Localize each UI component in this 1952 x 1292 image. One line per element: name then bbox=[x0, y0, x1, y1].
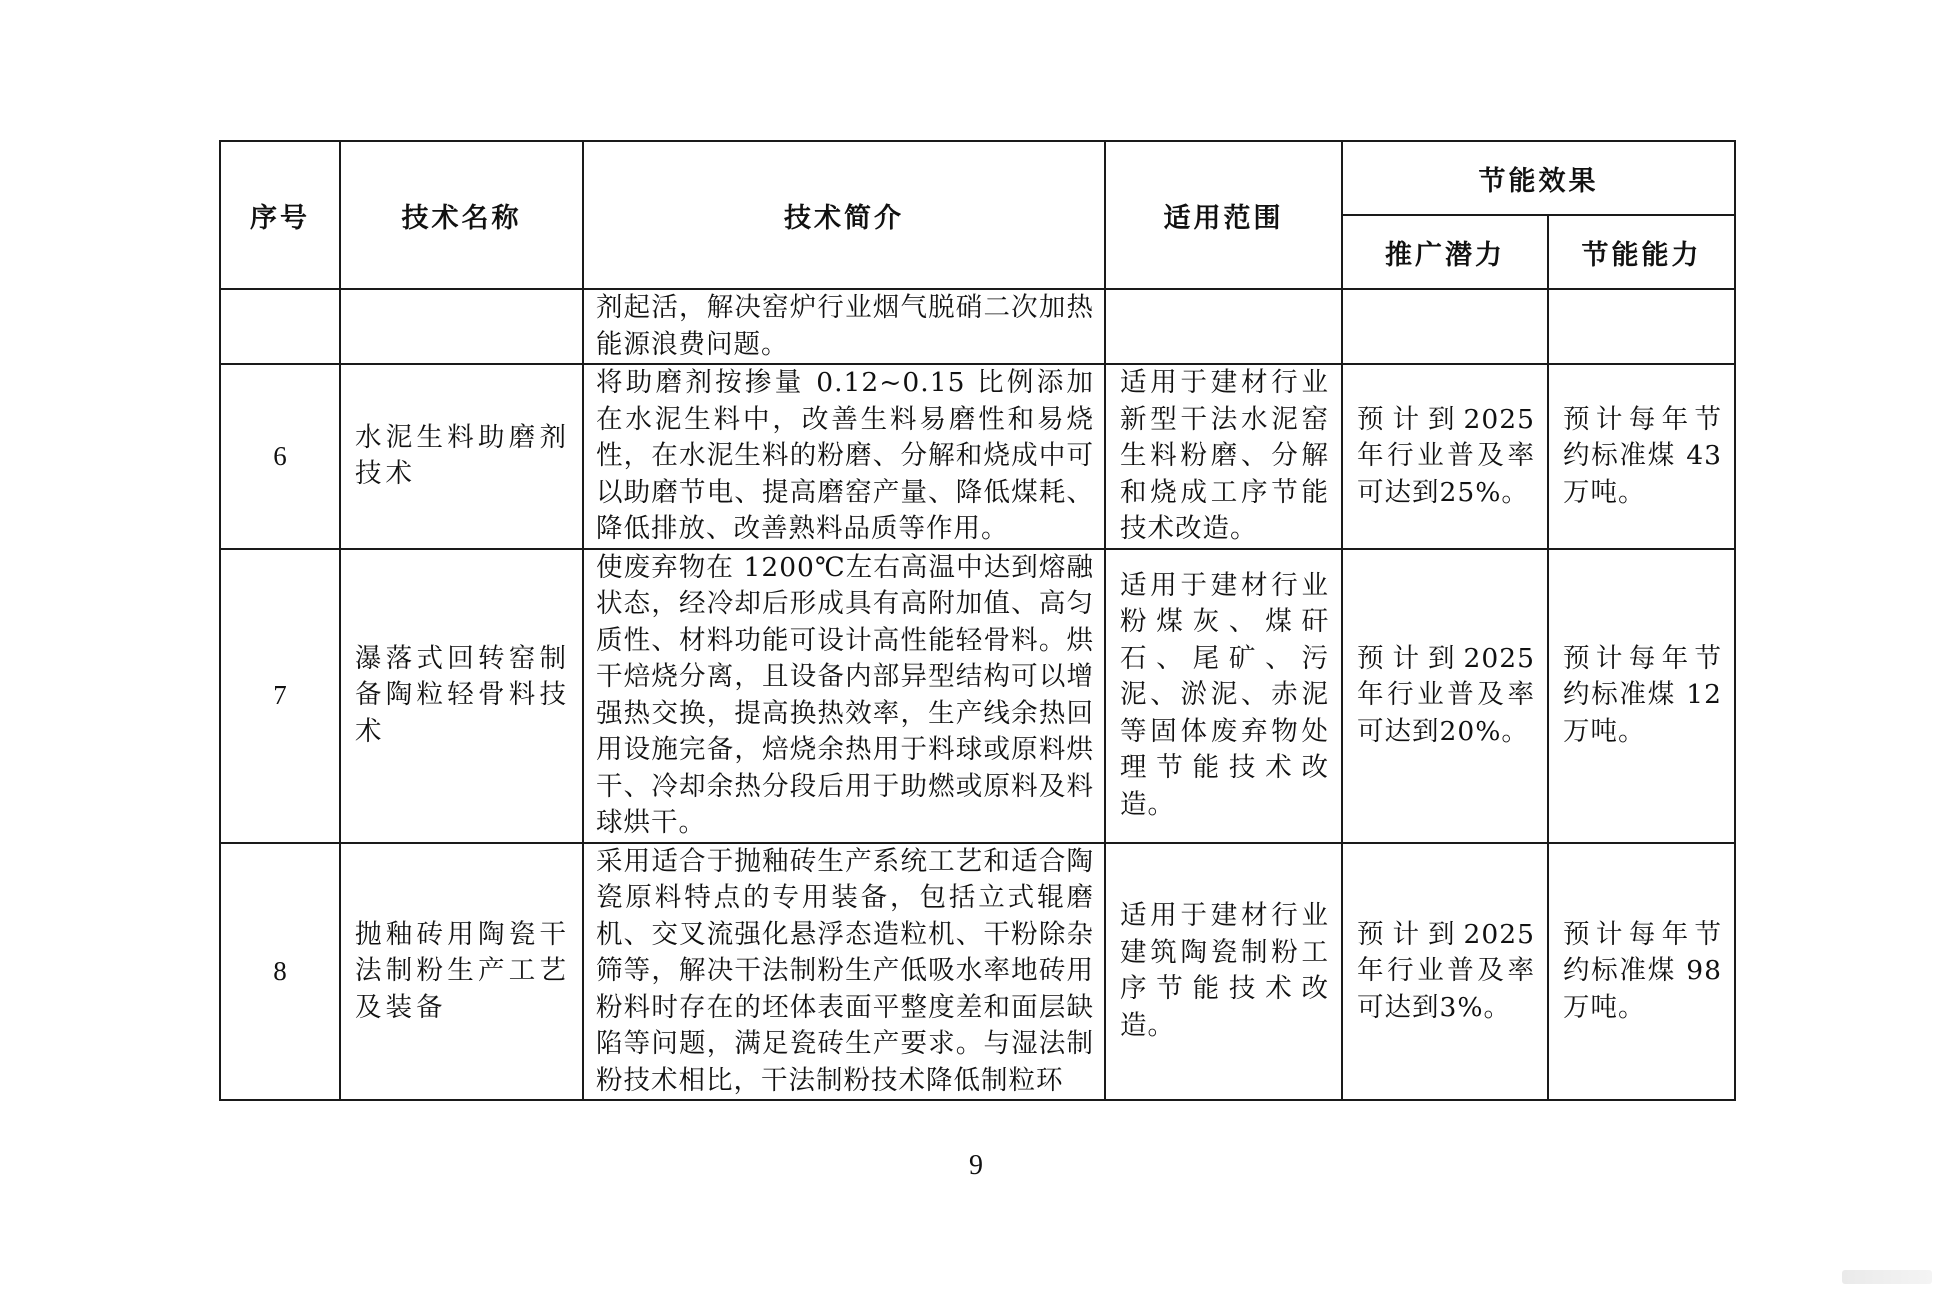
row-scope bbox=[1105, 549, 1342, 843]
row-seq: 6 bbox=[220, 364, 340, 549]
row-potential-text: 预计到2025年行业普及率可达到3%。 bbox=[1357, 918, 1535, 1023]
row-scope-text: 适用于建材行业新型干法水泥窑生料粉磨、分解和烧成工序节能技术改造。 bbox=[1120, 367, 1329, 544]
row-seq: 8 bbox=[220, 843, 340, 1101]
row-seq: 7 bbox=[220, 549, 340, 843]
header-potential: 推广潜力 bbox=[1342, 215, 1548, 289]
row-name bbox=[340, 289, 583, 364]
row-scope bbox=[1105, 289, 1342, 364]
row-intro-text: 剂起活，解决窑炉行业烟气脱硝二次加热能源浪费问题。 bbox=[596, 292, 1094, 360]
row-name-text: 水泥生料助磨剂技术 bbox=[355, 421, 570, 490]
page-number: 9 bbox=[969, 1150, 983, 1181]
header-intro: 技术简介 bbox=[583, 141, 1105, 289]
row-intro-text: 使废弃物在 1200℃左右高温中达到熔融状态，经冷却后形成具有高附加值、高匀质性、材料功能可设计高性能轻骨料。烘干焙烧分离，且设备内部异型结构可以增强热交换，提高换热效率，生产线余热回用设施完备，焙烧余热用于料球或原料烘干、冷却余热分段后用于助燃或原料及料球烘干。 bbox=[596, 551, 1094, 838]
row-potential-text: 预计到2025年行业普及率可达到20%。 bbox=[1357, 642, 1535, 747]
row-name-text: 抛釉砖用陶瓷干法制粉生产工艺及装备 bbox=[355, 918, 570, 1023]
row-name bbox=[340, 843, 583, 1101]
row-capacity-text: 预计每年节约标准煤 98 万吨。 bbox=[1563, 918, 1722, 1023]
row-scope-text: 适用于建材行业建筑陶瓷制粉工序节能技术改造。 bbox=[1120, 900, 1329, 1041]
watermark bbox=[1842, 1270, 1932, 1284]
energy-saving-technology-table bbox=[219, 140, 1736, 1101]
row-capacity-text: 预计每年节约标准煤 43 万吨。 bbox=[1563, 403, 1722, 508]
header-scope: 适用范围 bbox=[1105, 141, 1342, 289]
row-capacity bbox=[1548, 364, 1735, 549]
row-potential bbox=[1342, 843, 1548, 1101]
row-potential bbox=[1342, 289, 1548, 364]
row-name-text: 瀑落式回转窑制备陶粒轻骨料技术 bbox=[355, 642, 570, 747]
header-seq: 序号 bbox=[220, 141, 340, 289]
header-capacity: 节能能力 bbox=[1548, 215, 1735, 289]
table-row bbox=[220, 549, 1735, 843]
table-row bbox=[220, 364, 1735, 549]
row-intro bbox=[583, 843, 1105, 1101]
row-name bbox=[340, 549, 583, 843]
row-capacity bbox=[1548, 289, 1735, 364]
table-row bbox=[220, 843, 1735, 1101]
row-intro-text: 采用适合于抛釉砖生产系统工艺和适合陶瓷原料特点的专用装备，包括立式辊磨机、交叉流强化悬浮态造粒机、干粉除杂筛等，解决干法制粉生产低吸水率地砖用粉料时存在的坯体表面平整度差和面层缺陷等问题，满足瓷砖生产要求。与湿法制粉技术相比，干法制粉技术降低制粒环 bbox=[596, 845, 1094, 1096]
table-row bbox=[220, 289, 1735, 364]
row-intro bbox=[583, 364, 1105, 549]
row-capacity-text: 预计每年节约标准煤 12 万吨。 bbox=[1563, 642, 1722, 747]
row-potential bbox=[1342, 549, 1548, 843]
header-name: 技术名称 bbox=[340, 141, 583, 289]
row-intro bbox=[583, 549, 1105, 843]
row-intro-text: 将助磨剂按掺量 0.12~0.15 比例添加在水泥生料中，改善生料易磨性和易烧性，在水泥生料的粉磨、分解和烧成中可以助磨节电、提高磨窑产量、降低煤耗、降低排放、改善熟料品质等作用。 bbox=[596, 367, 1094, 544]
row-name bbox=[340, 364, 583, 549]
row-potential bbox=[1342, 364, 1548, 549]
row-scope bbox=[1105, 843, 1342, 1101]
row-capacity bbox=[1548, 843, 1735, 1101]
row-intro bbox=[583, 289, 1105, 364]
row-potential-text: 预计到2025年行业普及率可达到25%。 bbox=[1357, 403, 1535, 508]
header-effect: 节能效果 bbox=[1342, 141, 1735, 215]
row-seq bbox=[220, 289, 340, 364]
row-scope-text: 适用于建材行业粉煤灰、煤矸石、尾矿、污泥、淤泥、赤泥等固体废弃物处理节能技术改造。 bbox=[1120, 569, 1329, 820]
row-capacity bbox=[1548, 549, 1735, 843]
row-scope bbox=[1105, 364, 1342, 549]
